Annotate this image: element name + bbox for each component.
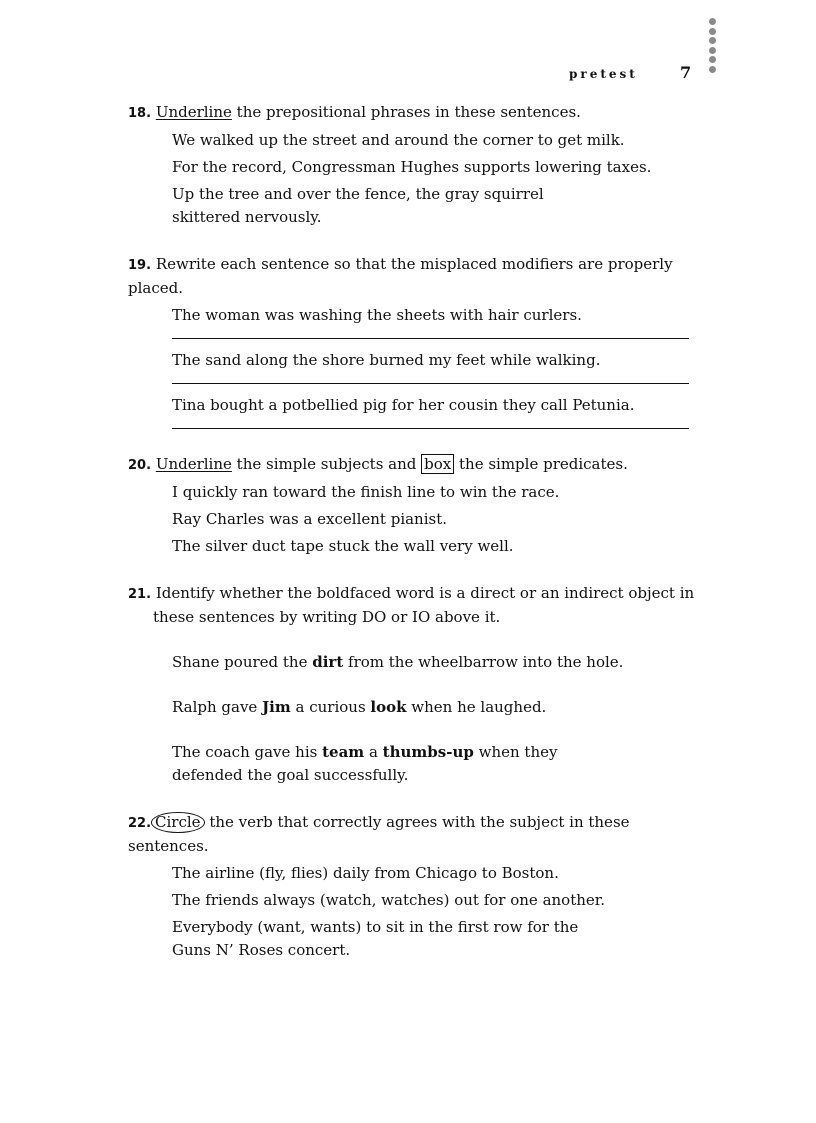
question-number: 20. — [128, 458, 152, 473]
sentence: We walked up the street and around the corner to get milk. — [172, 131, 625, 149]
pretest-questions — [128, 101, 708, 986]
question-22-instruction — [128, 811, 708, 858]
question-20-instruction — [128, 453, 708, 477]
question-21-instruction — [128, 582, 708, 606]
sentence: The silver duct tape stuck the wall very well. — [172, 537, 514, 555]
bold-object-word: Jim — [262, 698, 291, 716]
question-21 — [128, 582, 708, 787]
instruction-text: Rewrite each sentence so that the misplaced modifiers are properly placed. — [128, 255, 673, 297]
sentence: Everybody (want, wants) to sit in the first row for the Guns N’ Roses concert. — [172, 918, 579, 959]
dot-ornament — [709, 56, 716, 63]
sentence: For the record, Congressman Hughes supports lowering taxes. — [172, 158, 652, 176]
sentence — [172, 696, 708, 719]
sentence — [172, 741, 602, 787]
sentence: Up the tree and over the fence, the gray squirrel skittered nervously. — [172, 185, 544, 226]
question-20 — [128, 453, 708, 558]
sentence-text: when he laughed. — [406, 698, 547, 716]
instruction-text: the prepositional phrases in these sentences. — [231, 103, 581, 121]
sentence: Ray Charles was a excellent pianist. — [172, 510, 448, 528]
instruction-text: Identify whether the boldfaced word is a direct or an indirect object in — [155, 584, 695, 602]
dot-ornament — [709, 47, 716, 54]
sentence-text: from the wheelbarrow into the hole. — [343, 653, 624, 671]
sentence-text: a curious — [290, 698, 371, 716]
question-18 — [128, 101, 708, 229]
instruction-text: the simple predicates. — [454, 455, 628, 473]
question-number: 21. — [128, 587, 152, 602]
sentence-text: Shane poured the — [172, 653, 313, 671]
question-19-instruction — [128, 253, 708, 300]
instruction-text: the verb that correctly agrees with the subject in these sentences. — [128, 813, 630, 855]
sentence — [172, 651, 708, 674]
decorative-dots — [709, 18, 719, 75]
sentence: The airline (fly, flies) daily from Chicago to Boston. — [172, 864, 559, 882]
bold-object-word: thumbs-up — [382, 743, 474, 761]
answer-blank-line[interactable] — [172, 427, 689, 429]
answer-blank-line[interactable] — [172, 382, 689, 384]
sentence-text: a — [364, 743, 383, 761]
instruction-text: the simple subjects and — [231, 455, 422, 473]
sentence: The sand along the shore burned my feet while walking. — [172, 351, 601, 369]
running-head: pretest — [569, 67, 638, 81]
box-keyword: box — [421, 454, 454, 474]
question-18-instruction — [128, 101, 708, 125]
question-number: 18. — [128, 106, 152, 121]
underline-keyword: Underline — [155, 103, 232, 121]
dot-ornament — [709, 28, 716, 35]
sentence: The friends always (watch, watches) out for one another. — [172, 891, 606, 909]
sentence: Tina bought a potbellied pig for her cousin they call Petunia. — [172, 396, 635, 414]
page-number: 7 — [680, 63, 692, 82]
sentence-text: The coach gave his — [172, 743, 323, 761]
circle-keyword: Circle — [151, 812, 205, 833]
answer-blank-line[interactable] — [172, 337, 689, 339]
question-22 — [128, 811, 708, 962]
sentence: I quickly ran toward the finish line to win the race. — [172, 483, 560, 501]
dot-ornament — [709, 66, 716, 73]
question-number: 22. — [128, 816, 152, 831]
instruction-continuation: these sentences by writing DO or IO above it. — [153, 608, 501, 626]
question-number: 19. — [128, 258, 152, 273]
bold-object-word: dirt — [312, 653, 344, 671]
dot-ornament — [709, 37, 716, 44]
question-19 — [128, 253, 708, 429]
dot-ornament — [709, 18, 716, 25]
underline-keyword: Underline — [155, 455, 232, 473]
page-header — [0, 63, 816, 87]
bold-object-word: team — [322, 743, 365, 761]
sentence-text: when they defended the goal successfully. — [172, 743, 558, 784]
sentence-text: Ralph gave — [172, 698, 263, 716]
bold-object-word: look — [370, 698, 407, 716]
sentence: The woman was washing the sheets with hair curlers. — [172, 306, 582, 324]
